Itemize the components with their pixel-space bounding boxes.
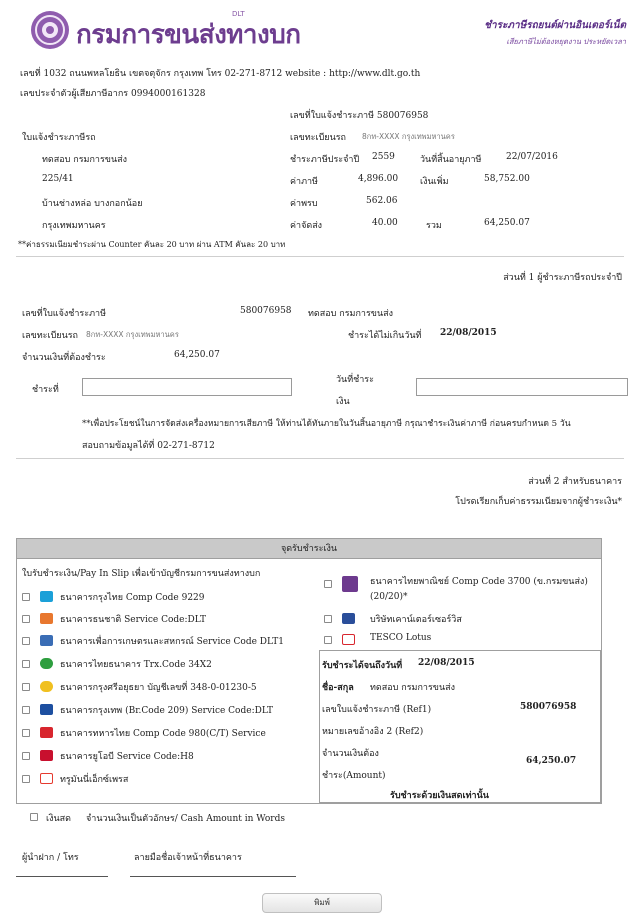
expiry-label: วันที่สิ้นอายุภาษี (420, 155, 482, 165)
receipt-name-value: ทดสอบ กรมการขนส่ง (370, 683, 455, 693)
invoice-addr3: กรุงเทพมหานคร (42, 221, 106, 231)
part1-reg-value: 8กท-XXXX กรุงเทพมหานคร (86, 330, 179, 339)
divider (16, 256, 624, 257)
paid-date-label: วันที่ชำระ (336, 375, 374, 385)
bank-checkbox[interactable] (22, 593, 30, 601)
invoice-reg-label: เลขทะเบียนรถ (290, 133, 347, 143)
bank-option-label: ธนาคารกรุงศรีอยุธยา บัญชีเลขที่ 348-0-01230-5 (60, 683, 257, 693)
depositor-signature-line (16, 876, 108, 877)
expiry-value: 22/07/2016 (506, 152, 558, 162)
tax-value: 4,896.00 (358, 174, 399, 184)
bank-checkbox[interactable] (324, 615, 332, 623)
paid-date-label-2: เงิน (336, 397, 350, 407)
paid-at-label: ชำระที่ (32, 385, 59, 395)
uob-bank-icon (40, 750, 53, 761)
bangkok-bank-icon (40, 704, 53, 715)
tax-label: ค่าภาษี (290, 177, 318, 187)
insurance-label: ค่าพรบ (290, 199, 318, 209)
bank-option-label: TESCO Lotus (370, 633, 432, 643)
receipt-ref2-label: หมายเลขอ้างอิง 2 (Ref2) (322, 727, 424, 737)
agency-address: เลขที่ 1032 ถนนพหลโยธิน เขตจตุจักร กรุงเทพ โทร 02-271-8712 website : http://www.dlt.go.th (20, 69, 421, 79)
receipt-name-label: ชื่อ-สกุล (322, 683, 354, 693)
counter-service-icon (342, 613, 355, 624)
amount-in-words-label: จำนวนเงินเป็นตัวอักษร/ Cash Amount in Words (86, 814, 285, 824)
invoice-addr2: บ้านช่างหล่อ บางกอกน้อย (42, 199, 143, 209)
krungthai-bank-icon (40, 591, 53, 602)
bank-option-label: ทรูมันนี่เอ็กซ์เพรส (60, 775, 129, 785)
invoice-number: เลขที่ใบแจ้งชำระภาษี 580076958 (290, 111, 429, 121)
receipt-amount-label: จำนวนเงินต้อง (322, 749, 379, 759)
part2-title: ส่วนที่ 2 สำหรับธนาคาร (528, 477, 622, 487)
bank-checkbox[interactable] (22, 637, 30, 645)
bank-option-label: ธนาคารธนชาติ Service Code:DLT (60, 615, 206, 625)
part1-reg-label: เลขทะเบียนรถ (22, 331, 79, 341)
total-label: รวม (426, 221, 442, 231)
thanachart-bank-icon (40, 613, 53, 624)
part1-owner: ทดสอบ กรมการขนส่ง (308, 309, 393, 319)
bank-option-label: ธนาคารกรุงเทพ (Br.Code 209) Service Code:DLT (60, 706, 274, 716)
fee-note: **ค่าธรรมเนียมชำระผ่าน Counter คันละ 20 บาท ผ่าน ATM คันละ 20 บาท (18, 240, 286, 249)
agency-tax-id: เลขประจำตัวผู้เสียภาษีอากร 0994000161328 (20, 89, 206, 99)
part1-title: ส่วนที่ 1 ผู้ชำระภาษีรถประจำปี (503, 273, 622, 283)
bank-option-label: ธนาคารทหารไทย Comp Code 980(C/T) Service (60, 729, 266, 739)
part1-due-label: ชำระได้ไม่เกินวันที่ (348, 331, 422, 341)
invoice-addr1: 225/41 (42, 174, 74, 184)
surcharge-value: 58,752.00 (484, 174, 530, 184)
part1-no-value: 580076958 (240, 306, 292, 316)
header-subtagline: เสียภาษีไม่ต้องหยุดงาน ประหยัดเวลา (506, 37, 626, 46)
part1-amount-value: 64,250.07 (174, 350, 220, 360)
bank-option-label: ธนาคารไทยพาณิชย์ Comp Code 3700 (ข.กรมขนส่ง) (370, 577, 588, 587)
bank-option-label: ธนาคารเพื่อการเกษตรและสหกรณ์ Service Code DLT1 (60, 637, 284, 647)
tesco-lotus-icon (342, 634, 355, 645)
scb-code-suffix: (20/20)* (370, 592, 408, 602)
paid-at-input[interactable] (82, 378, 292, 396)
receipt-ref1-label: เลขใบแจ้งชำระภาษี (Ref1) (322, 705, 432, 715)
part1-no-label: เลขที่ใบแจ้งชำระภาษี (22, 309, 107, 319)
invoice-title: ใบแจ้งชำระภาษีรถ (22, 133, 96, 143)
krungsri-bank-icon (40, 681, 53, 692)
bank-checkbox[interactable] (22, 615, 30, 623)
receipt-due-value: 22/08/2015 (418, 658, 475, 668)
scb-bank-icon (342, 576, 358, 592)
insurance-value: 562.06 (366, 196, 398, 206)
part1-due-value: 22/08/2015 (440, 328, 497, 338)
receipt-ref1-value: 580076958 (520, 702, 577, 712)
bank-checkbox[interactable] (22, 775, 30, 783)
bank-checkbox[interactable] (324, 636, 332, 644)
part1-contact: สอบถามข้อมูลได้ที่ 02-271-8712 (82, 441, 215, 451)
bank-option-label: ธนาคารยูโอบี Service Code:H8 (60, 752, 194, 762)
cash-checkbox[interactable] (30, 813, 38, 821)
receipt-due-label: รับชำระได้จนถึงวันที่ (322, 661, 403, 671)
part1-note: **เพื่อประโยชน์ในการจัดส่งเครื่องหมายการเสียภาษี ให้ท่านได้ทันภายในวันสิ้นอายุภาษี กรุณาชำระเงินค่าภาษี ก่อนครบกำหนด 5 วัน (82, 419, 571, 429)
cash-label: เงินสด (46, 814, 71, 824)
header-tagline: ชำระภาษีรถยนต์ผ่านอินเตอร์เน็ต (484, 20, 626, 31)
baac-bank-icon (40, 635, 53, 646)
thai-bank-icon (40, 658, 53, 669)
invoice-reg-value: 8กท-XXXX กรุงเทพมหานคร (362, 132, 455, 141)
tmb-bank-icon (40, 727, 53, 738)
bank-checkbox[interactable] (22, 752, 30, 760)
bank-option-label: ธนาคารไทยธนาคาร Trx.Code 34X2 (60, 660, 212, 670)
slip-header: จุดรับชำระเงิน (17, 539, 601, 559)
bank-checkbox[interactable] (324, 580, 332, 588)
logo-text: กรมการขนส่งทางบก (76, 20, 301, 50)
truemoney-icon (40, 773, 53, 784)
bank-checkbox[interactable] (22, 706, 30, 714)
officer-label: ลายมือชื่อเจ้าหน้าที่ธนาคาร (134, 853, 242, 863)
dlt-logo-emblem (30, 10, 70, 50)
paid-date-input[interactable] (416, 378, 628, 396)
surcharge-label: เงินเพิ่ม (420, 177, 449, 187)
bank-checkbox[interactable] (22, 660, 30, 668)
officer-signature-line (130, 876, 296, 877)
tax-year-value: 2559 (372, 152, 395, 162)
divider (16, 458, 624, 459)
logo-tag: DLT (232, 10, 245, 18)
receipt-footer: รับชำระด้วยเงินสดเท่านั้น (390, 791, 489, 801)
part2-subtitle: โปรดเรียกเก็บค่าธรรมเนียมจากผู้ชำระเงิน* (455, 497, 622, 507)
tax-year-label: ชำระภาษีประจำปี (290, 155, 360, 165)
slip-intro: ใบรับชำระเงิน/Pay In Slip เพื่อเข้าบัญชีกรมการขนส่งทางบก (22, 569, 261, 579)
bank-option-label: ธนาคารกรุงไทย Comp Code 9229 (60, 593, 205, 603)
depositor-label: ผู้นำฝาก / โทร (22, 853, 79, 863)
delivery-value: 40.00 (372, 218, 398, 228)
bank-checkbox[interactable] (22, 683, 30, 691)
receipt-amount-value: 64,250.07 (526, 756, 577, 766)
bank-option-label: บริษัทเคาน์เตอร์เซอร์วิส (370, 615, 462, 625)
part1-amount-label: จำนวนเงินที่ต้องชำระ (22, 353, 106, 363)
delivery-label: ค่าจัดส่ง (290, 221, 323, 231)
print-button[interactable]: พิมพ์ (262, 893, 382, 913)
invoice-owner: ทดสอบ กรมการขนส่ง (42, 155, 127, 165)
receipt-amount-label-2: ชำระ(Amount) (322, 771, 386, 781)
total-value: 64,250.07 (484, 218, 530, 228)
bank-checkbox[interactable] (22, 729, 30, 737)
